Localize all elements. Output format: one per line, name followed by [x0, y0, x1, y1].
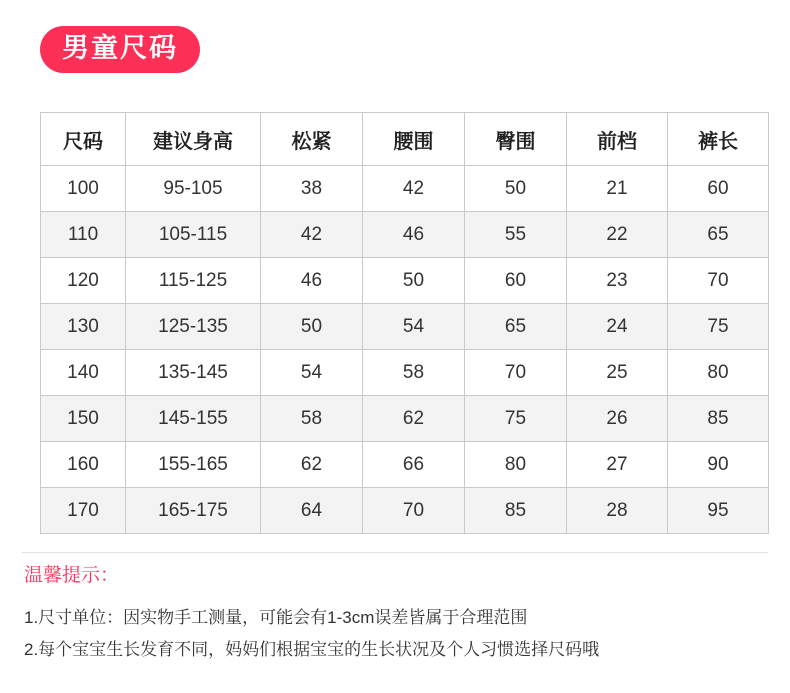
cell-length: 90	[668, 442, 769, 488]
column-header-length: 裤长	[668, 113, 769, 166]
cell-size: 140	[41, 350, 126, 396]
cell-size: 160	[41, 442, 126, 488]
table-row	[41, 350, 769, 396]
cell-waist: 66	[363, 442, 465, 488]
table-header	[41, 113, 769, 166]
cell-waist: 50	[363, 258, 465, 304]
table-row	[41, 304, 769, 350]
size-table	[40, 112, 769, 534]
cell-height: 155-165	[126, 442, 261, 488]
cell-length: 70	[668, 258, 769, 304]
cell-rise: 28	[567, 488, 668, 534]
cell-hip: 65	[465, 304, 567, 350]
cell-elastic: 38	[261, 166, 363, 212]
table-row	[41, 258, 769, 304]
cell-height: 125-135	[126, 304, 261, 350]
table-header-row	[41, 113, 769, 166]
cell-size: 130	[41, 304, 126, 350]
cell-elastic: 54	[261, 350, 363, 396]
notes-title: 温馨提示：	[24, 565, 120, 586]
cell-waist: 62	[363, 396, 465, 442]
table-body	[41, 166, 769, 534]
cell-waist: 54	[363, 304, 465, 350]
column-header-waist: 腰围	[363, 113, 465, 166]
table-row	[41, 396, 769, 442]
cell-hip: 70	[465, 350, 567, 396]
cell-length: 75	[668, 304, 769, 350]
cell-elastic: 64	[261, 488, 363, 534]
cell-elastic: 50	[261, 304, 363, 350]
section-divider	[22, 552, 768, 553]
notes-section	[24, 565, 768, 666]
table-row	[41, 212, 769, 258]
cell-elastic: 62	[261, 442, 363, 488]
cell-size: 150	[41, 396, 126, 442]
cell-rise: 26	[567, 396, 668, 442]
cell-waist: 70	[363, 488, 465, 534]
page-title	[40, 26, 200, 73]
cell-height: 115-125	[126, 258, 261, 304]
title-badge-label: 男童尺码	[40, 26, 200, 73]
cell-hip: 75	[465, 396, 567, 442]
cell-length: 65	[668, 212, 769, 258]
cell-size: 120	[41, 258, 126, 304]
cell-elastic: 46	[261, 258, 363, 304]
cell-hip: 85	[465, 488, 567, 534]
cell-hip: 80	[465, 442, 567, 488]
cell-height: 145-155	[126, 396, 261, 442]
cell-size: 170	[41, 488, 126, 534]
cell-hip: 60	[465, 258, 567, 304]
cell-rise: 24	[567, 304, 668, 350]
column-header-size: 尺码	[41, 113, 126, 166]
size-table-container	[40, 112, 768, 534]
cell-length: 60	[668, 166, 769, 212]
cell-height: 165-175	[126, 488, 261, 534]
column-header-hip: 臀围	[465, 113, 567, 166]
cell-elastic: 42	[261, 212, 363, 258]
cell-waist: 58	[363, 350, 465, 396]
cell-rise: 22	[567, 212, 668, 258]
column-header-height: 建议身高	[126, 113, 261, 166]
note-line-1: 1.尺寸单位：因实物手工测量，可能会有1-3cm误差皆属于合理范围	[24, 607, 528, 627]
table-row	[41, 166, 769, 212]
cell-rise: 27	[567, 442, 668, 488]
cell-hip: 50	[465, 166, 567, 212]
cell-height: 135-145	[126, 350, 261, 396]
cell-rise: 23	[567, 258, 668, 304]
note-line-2: 2.每个宝宝生长发育不同，妈妈们根据宝宝的生长状况及个人习惯选择尺码哦	[24, 640, 600, 660]
cell-size: 110	[41, 212, 126, 258]
cell-waist: 42	[363, 166, 465, 212]
cell-rise: 25	[567, 350, 668, 396]
cell-waist: 46	[363, 212, 465, 258]
cell-elastic: 58	[261, 396, 363, 442]
cell-size: 100	[41, 166, 126, 212]
cell-rise: 21	[567, 166, 668, 212]
cell-length: 95	[668, 488, 769, 534]
cell-length: 80	[668, 350, 769, 396]
cell-height: 95-105	[126, 166, 261, 212]
cell-hip: 55	[465, 212, 567, 258]
column-header-elastic: 松紧	[261, 113, 363, 166]
cell-height: 105-115	[126, 212, 261, 258]
column-header-rise: 前档	[567, 113, 668, 166]
table-row	[41, 488, 769, 534]
table-row	[41, 442, 769, 488]
cell-length: 85	[668, 396, 769, 442]
